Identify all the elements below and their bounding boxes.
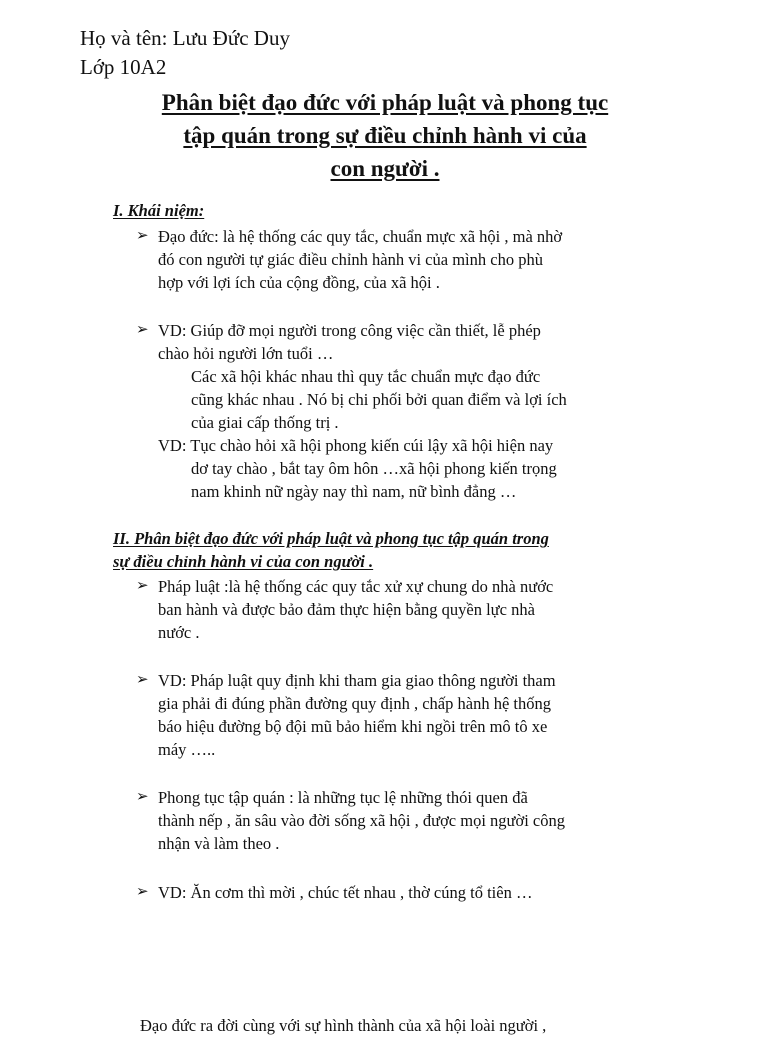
document-title (100, 86, 670, 185)
section-2-heading-line-1: II. Phân biệt đạo đức với pháp luật và phong tục tập quán trong (113, 529, 549, 548)
text-line: nước . (158, 623, 200, 642)
bullet-arrow-icon: ➢ (136, 228, 149, 244)
student-class-line: Lớp 10A2 (80, 55, 167, 79)
text-line: VD: Tục chào hỏi xã hội phong kiến cúi lậy xã hội hiện nay (158, 436, 554, 455)
bullet-arrow-icon: ➢ (136, 578, 149, 594)
title-line-1: Phân biệt đạo đức với pháp luật và phong tục (161, 90, 609, 115)
s2-bullet-law-example (136, 669, 556, 761)
text-line: thành nếp , ăn sâu vào đời sống xã hội , được mọi người công (158, 811, 565, 830)
s1-bullet-example (136, 319, 541, 365)
text-line: gia phải đi đúng phần đường quy định , chấp hành hệ thống (158, 694, 551, 713)
text-line: ban hành và được bảo đảm thực hiện bằng quyền lực nhà (158, 600, 535, 619)
text-line: VD: Giúp đỡ mọi người trong công việc cần thiết, lễ phép (158, 321, 541, 340)
text-line: Các xã hội khác nhau thì quy tắc chuẩn mực đạo đức (191, 367, 541, 386)
s1-indented-paragraph (191, 365, 567, 434)
text-line: báo hiệu đường bộ đội mũ bảo hiểm khi ngồi trên mô tô xe (158, 717, 548, 736)
text-line: đó con người tự giác điều chỉnh hành vi của mình cho phù (158, 250, 543, 269)
text-line: Phong tục tập quán : là những tục lệ những thói quen đã (158, 788, 528, 807)
section-1-heading: I. Khái niệm: (113, 201, 205, 220)
s1-example-paragraph (158, 434, 557, 503)
s2-bullet-custom-definition (136, 786, 565, 855)
s1-bullet-definition (136, 225, 563, 294)
title-line-3: con người . (330, 156, 440, 181)
text-line: VD: Ăn cơm thì mời , chúc tết nhau , thờ cúng tổ tiên … (158, 883, 533, 902)
s2-bullet-custom-example (136, 881, 533, 904)
cut-off-text-line (140, 1014, 600, 1035)
text-line: Đạo đức: là hệ thống các quy tắc, chuẩn mực xã hội , mà nhờ (158, 227, 563, 246)
text-line: VD: Pháp luật quy định khi tham gia giao thông người tham (158, 671, 556, 690)
s2-bullet-law-definition (136, 575, 554, 644)
bullet-arrow-icon: ➢ (136, 672, 149, 688)
title-line-2: tập quán trong sự điều chỉnh hành vi của (183, 123, 587, 148)
text-line: hợp với lợi ích của cộng đồng, của xã hội . (158, 273, 440, 292)
text-line: dơ tay chào , bắt tay ôm hôn …xã hội phong kiến trọng (191, 459, 557, 478)
text-line: chào hỏi người lớn tuổi … (158, 344, 334, 363)
cut-off-text: Đạo đức ra đời cùng với sự hình thành của xã hội loài người , (140, 1016, 547, 1035)
text-line: của giai cấp thống trị . (191, 413, 339, 432)
text-line: máy ….. (158, 740, 216, 759)
bullet-arrow-icon: ➢ (136, 789, 149, 805)
bullet-arrow-icon: ➢ (136, 322, 149, 338)
text-line: Pháp luật :là hệ thống các quy tắc xử xự chung do nhà nước (158, 577, 554, 596)
text-line: nam khinh nữ ngày nay thì nam, nữ bình đẳng … (191, 482, 517, 501)
bullet-arrow-icon: ➢ (136, 884, 149, 900)
text-line: nhận và làm theo . (158, 834, 280, 853)
text-line: cũng khác nhau . Nó bị chi phối bởi quan điểm và lợi ích (191, 390, 567, 409)
section-2-heading-line-2: sự điều chỉnh hành vi của con người . (113, 552, 374, 571)
student-name-line: Họ và tên: Lưu Đức Duy (80, 26, 290, 50)
